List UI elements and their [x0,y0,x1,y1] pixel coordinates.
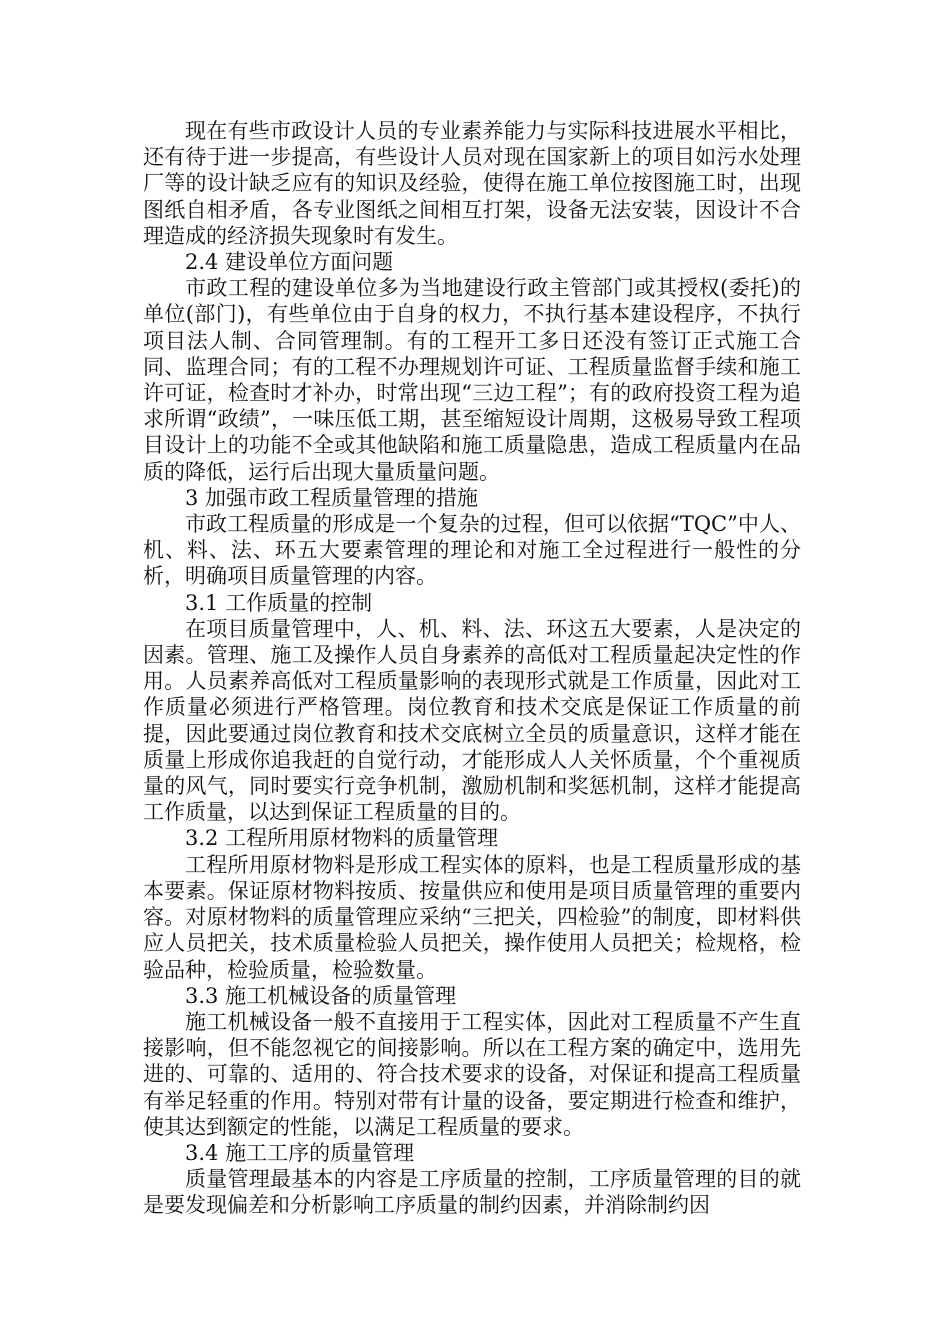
paragraph-equipment: 施工机械设备一般不直接用于工程实体，因此对工程质量不产生直接影响，但不能忽视它的间接影响。所以在工程方案的确定中，选用先进的、可靠的、适用的、符合技术要求的设备，对保证和提高工程质量有举足轻重的作用。特别对带有计量的设备，要定期进行检查和维护，使其达到额定的性能，以满足工程质量的要求。 [143,1009,801,1139]
paragraph-tqc: 市政工程质量的形成是一个复杂的过程，但可以依据“TQC”中人、机、料、法、环五大要素管理的理论和对施工全过程进行一般性的分析，明确项目质量管理的内容。 [143,512,801,589]
paragraph-construction-unit: 市政工程的建设单位多为当地建设行政主管部门或其授权(委托)的单位(部门)，有些单位由于自身的权力，不执行基本建设程序，不执行项目法人制、合同管理制。有的工程开工多日还没有签订正式施工合同、监理合同；有的工程不办理规划许可证、工程质量监督手续和施工许可证，检查时才补办，时常出现“三边工程”；有的政府投资工程为追求所谓“政绩”，一味压低工期，甚至缩短设计周期，这极易导致工程项目设计上的功能不全或其他缺陷和施工质量隐患，造成工程质量内在品质的降低，运行后出现大量质量问题。 [143,276,801,484]
paragraph-process: 质量管理最基本的内容是工序质量的控制，工序质量管理的目的就是要发现偏差和分析影响工序质量的制约因素，并消除制约因 [143,1167,801,1218]
section-heading-3-4: 3.4 施工工序的质量管理 [185,1140,415,1165]
section-heading-3: 3 加强市政工程质量管理的措施 [185,485,479,510]
section-heading-3-1: 3.1 工作质量的控制 [185,590,373,615]
paragraph-design-personnel: 现在有些市政设计人员的专业素养能力与实际科技进展水平相比，还有待于进一步提高，有些设计人员对现在国家新上的项目如污水处理厂等的设计缺乏应有的知识及经验，使得在施工单位按图施工时，出现图纸自相矛盾，各专业图纸之间相互打架，设备无法安装，因设计不合理造成的经济损失现象时有发生。 [143,119,801,248]
paragraph-work-quality: 在项目质量管理中，人、机、料、法、环这五大要素，人是决定的因素。管理、施工及操作人员自身素养的高低对工程质量起决定性的作用。人员素养高低对工程质量影响的表现形式就是工作质量，因此对工作质量必须进行严格管理。岗位教育和技术交底是保证工作质量的前提，因此要通过岗位教育和技术交底树立全员的质量意识，这样才能在质量上形成你追我赶的自觉行动，才能形成人人关怀质量，个个重视质量的风气，同时要实行竞争机制，激励机制和奖惩机制，这样才能提高工作质量，以达到保证工程质量的目的。 [143,616,801,825]
section-heading-3-3: 3.3 施工机械设备的质量管理 [185,983,457,1008]
section-heading-2-4: 2.4 建设单位方面问题 [185,250,394,275]
paragraph-materials: 工程所用原材物料是形成工程实体的原料，也是工程质量形成的基本要素。保证原材物料按质、按量供应和使用是项目质量管理的重要内容。对原材物料的质量管理应采纳“三把关，四检验”的制度，即材料供应人员把关，技术质量检验人员把关，操作使用人员把关；检规格，检验品种，检验质量，检验数量。 [143,852,801,982]
document-body [143,118,801,1219]
section-heading-3-2: 3.2 工程所用原材物料的质量管理 [185,826,499,851]
